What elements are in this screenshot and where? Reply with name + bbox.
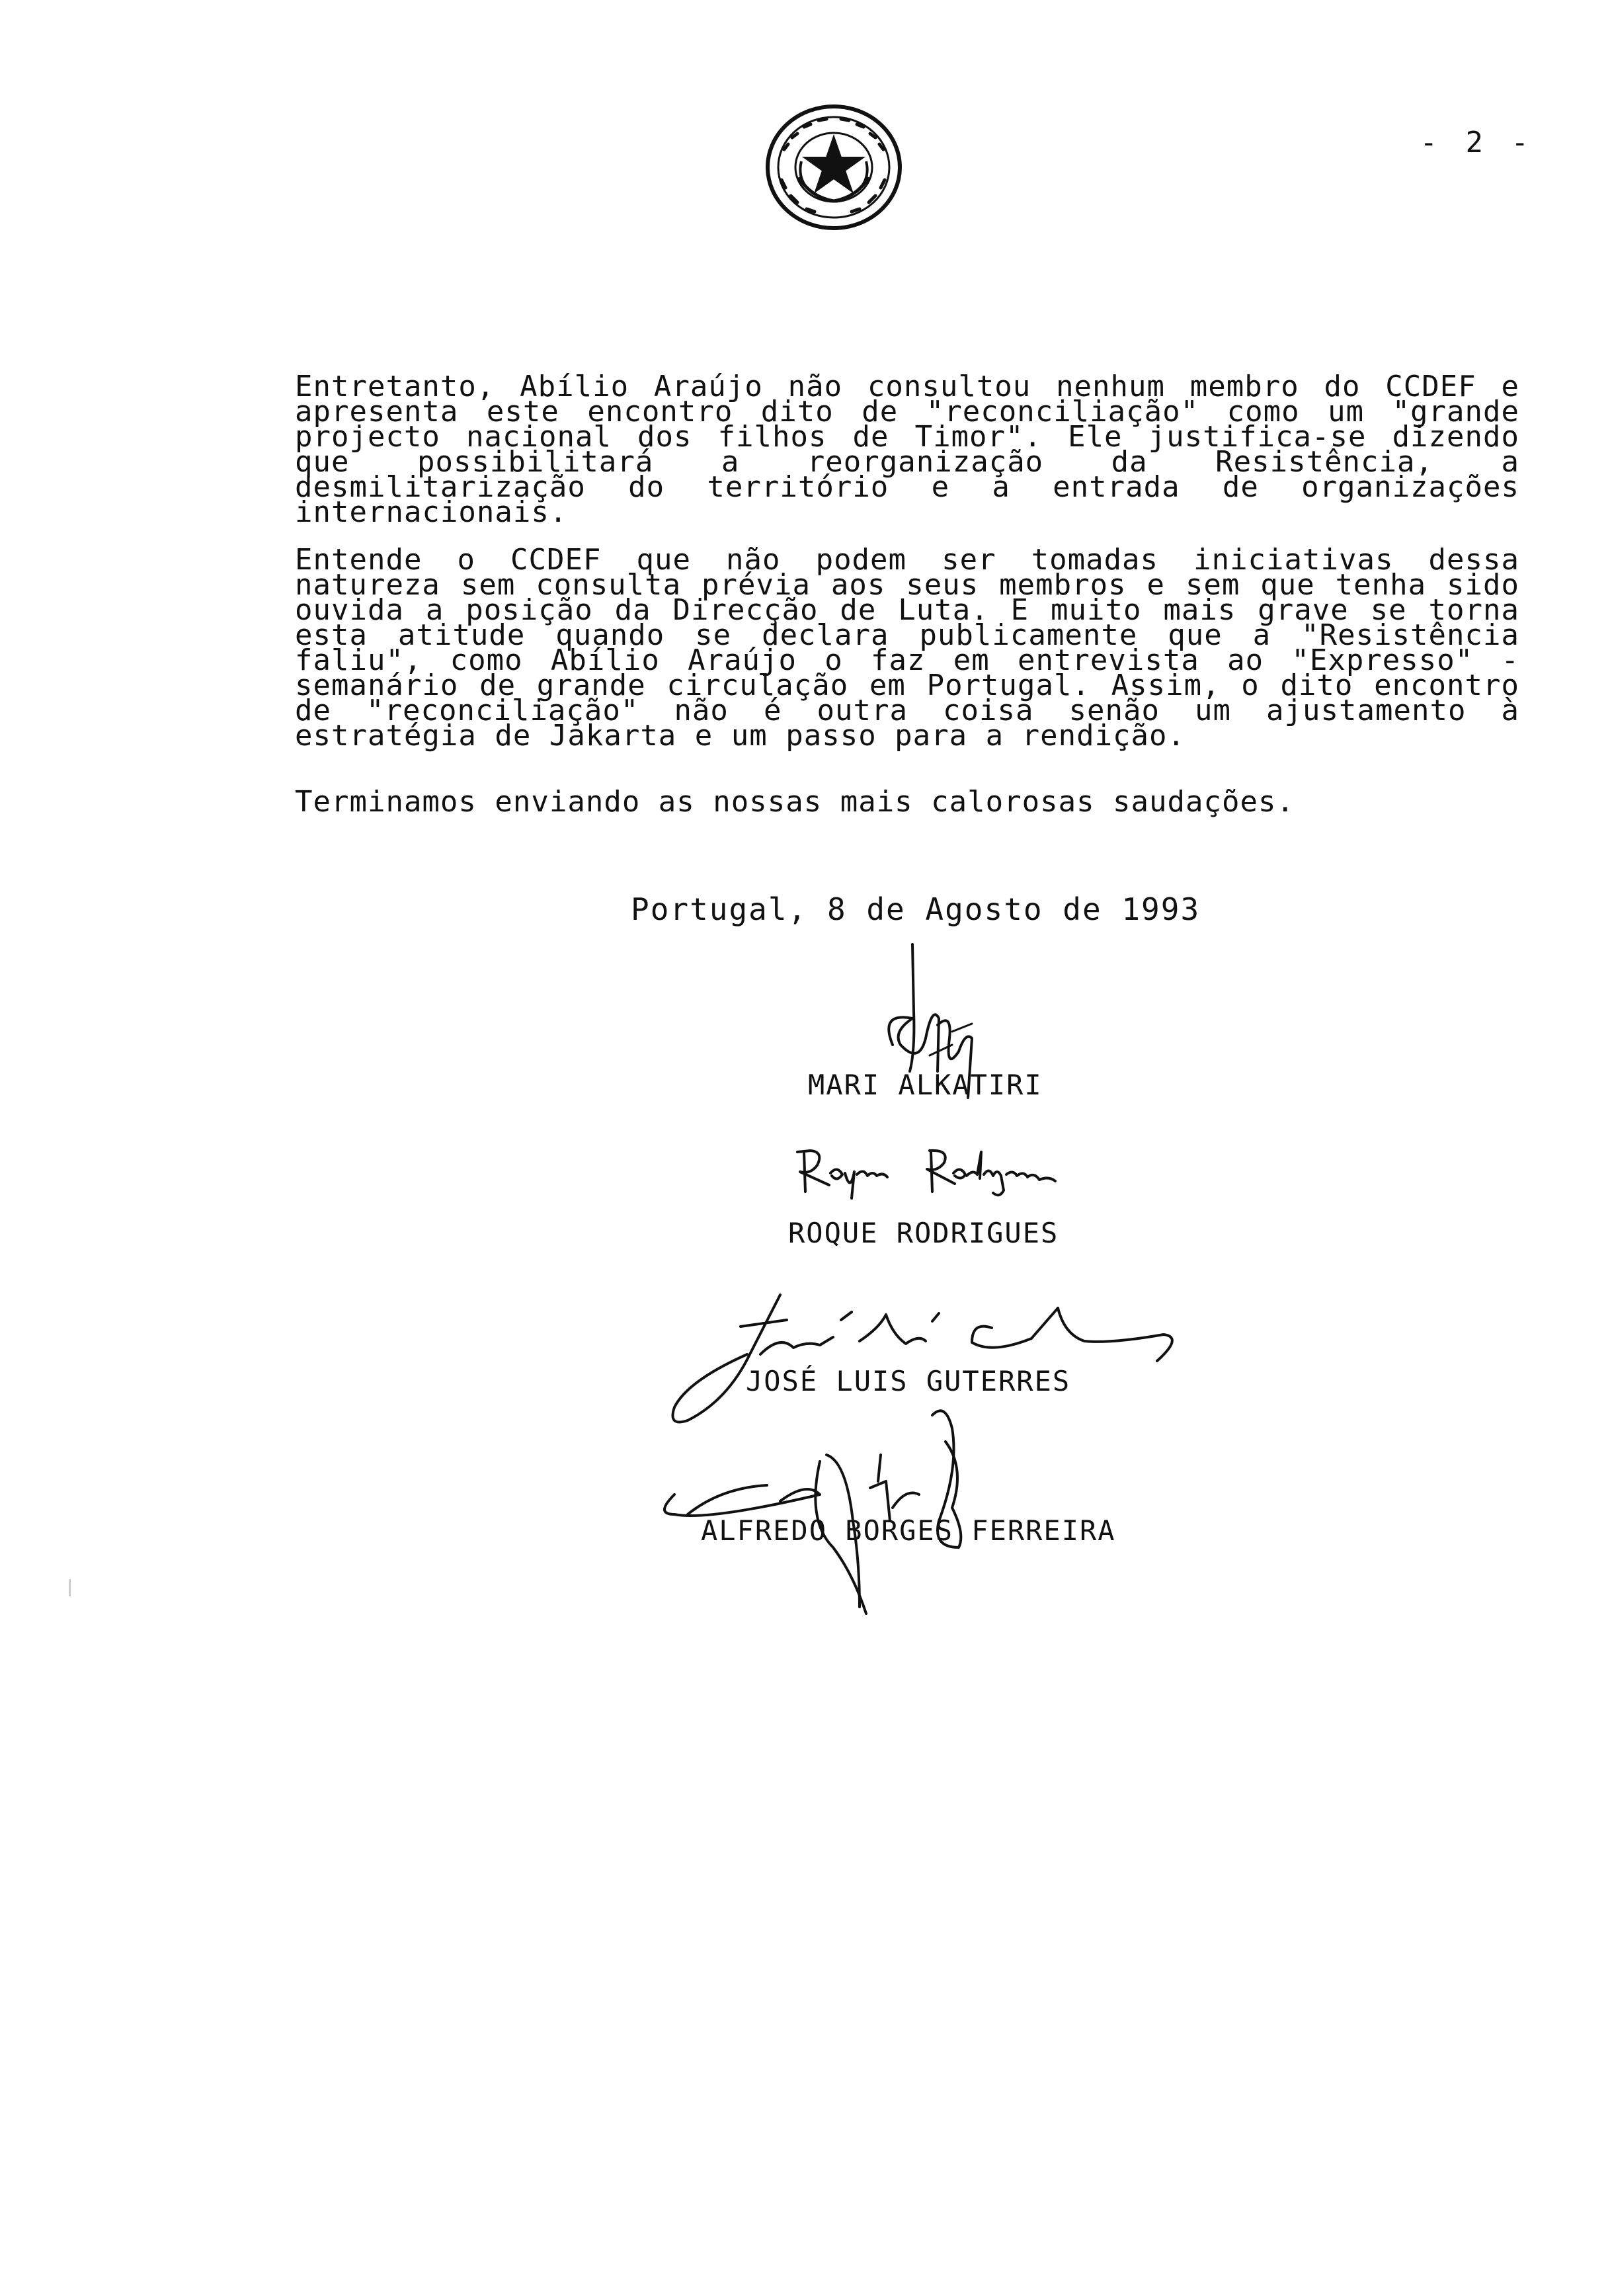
body-paragraph-3: Terminamos enviando as nossas mais calorosas saudações. <box>295 785 1295 819</box>
signatory-name-4: ALFREDO BORGES FERREIRA <box>701 1514 1116 1547</box>
signature-alfredo-borges-ferreira <box>655 1389 1051 1627</box>
signature-roque-rodrigues <box>791 1132 1121 1205</box>
seal-emblem-icon <box>758 98 910 237</box>
dateline: Portugal, 8 de Agosto de 1993 <box>631 891 1201 927</box>
signatory-name-1: MARI ALKATIRI <box>808 1069 1043 1101</box>
signatory-name-3: JOSÉ LUIS GUTERRES <box>746 1365 1071 1397</box>
signatory-name-2: ROQUE RODRIGUES <box>788 1217 1059 1249</box>
body-paragraph-1: Entretanto, Abílio Araújo não consultou nenhum membro do CCDEF e apresenta este encontro dito de "reconciliação" como um "grande projecto nacional dos filhos de Timor". Ele justifica-se dizendo que possibilitará a reorganização da Resistência, a desmilitarização do território e a entrada de organizações internacionais. <box>295 370 1519 529</box>
body-paragraph-2: Entende o CCDEF que não podem ser tomadas iniciativas dessa natureza sem consulta prévia aos seus membros e sem que tenha sido ouvida a posição da Direcção de Luta. E muito mais grave se torna esta atitude quando se declara publicamente que a "Resistência faliu", como Abílio Araújo o faz em entrevista ao "Expresso" - semanário de grande circulação em Portugal. Assim, o dito encontro de "reconciliação" não é outra coisa senão um ajustamento à estratégia de Jakarta e um passo para a rendição. <box>295 543 1519 753</box>
margin-mark <box>69 1579 71 1596</box>
page-number: - 2 - <box>1420 126 1534 159</box>
